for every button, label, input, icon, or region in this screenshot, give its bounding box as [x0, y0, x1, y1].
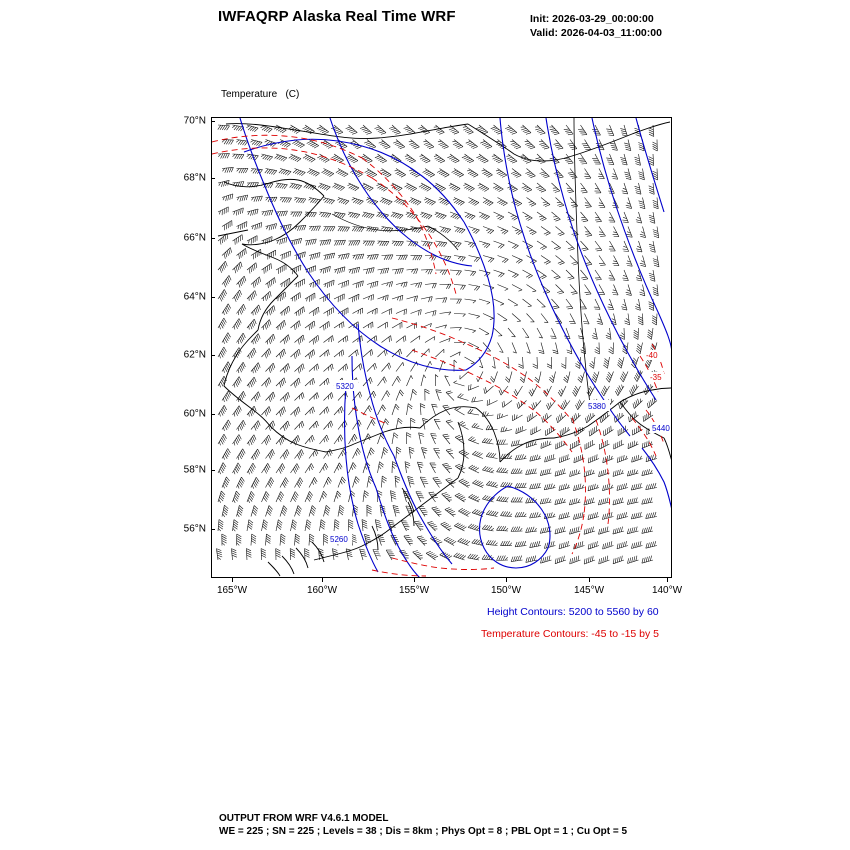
x-tick-160W: 160°W: [306, 585, 338, 596]
x-tickmark: [589, 578, 590, 582]
valid-time: Valid: 2026-04-03_11:00:00: [530, 27, 662, 39]
model-output-footer: [219, 812, 627, 838]
y-tick-64N: 64°N: [183, 291, 206, 303]
y-tickmark: [211, 414, 215, 415]
contour-label-5260: 5260: [330, 535, 348, 544]
y-tick-58N: 58°N: [183, 464, 206, 476]
y-tickmark: [211, 121, 215, 122]
y-tick-68N: 68°N: [183, 172, 206, 184]
x-tick-155W: 155°W: [398, 585, 430, 596]
height-contour-layer: [240, 118, 672, 578]
y-tick-62N: 62°N: [183, 349, 206, 361]
x-tick-140W: 140°W: [651, 585, 683, 596]
height-contour-legend: Height Contours: 5200 to 5560 by 60: [487, 606, 659, 618]
x-tick-150W: 150°W: [490, 585, 522, 596]
contour-label-minus35: -35: [650, 373, 662, 382]
map-contour-svg: [212, 118, 672, 578]
temperature-contour-legend: Temperature Contours: -45 to -15 by 5: [481, 628, 660, 640]
y-tick-60N: 60°N: [183, 408, 206, 420]
contour-labels: [328, 350, 672, 544]
y-tickmark: [211, 355, 215, 356]
y-tick-66N: 66°N: [183, 232, 206, 244]
map-plot-area: [211, 117, 672, 578]
contour-label-minus40: -40: [646, 351, 658, 360]
x-tickmark: [667, 578, 668, 582]
units-temperature: Temperature (C): [221, 89, 300, 100]
y-tickmark: [211, 470, 215, 471]
x-tickmark: [322, 578, 323, 582]
x-tick-145W: 145°W: [573, 585, 605, 596]
y-tick-56N: 56°N: [183, 523, 206, 535]
x-tick-165W: 165°W: [216, 585, 248, 596]
y-tickmark: [211, 178, 215, 179]
contour-label-5320: 5320: [336, 382, 354, 391]
y-tick-70N: 70°N: [183, 115, 206, 127]
wind-barb-field: [216, 125, 659, 564]
x-tickmark: [506, 578, 507, 582]
x-tickmark: [414, 578, 415, 582]
y-tickmark: [211, 529, 215, 530]
footer-config-line: WE = 225 ; SN = 225 ; Levels = 38 ; Dis = 8km ; Phys Opt = 8 ; PBL Opt = 1 ; Cu Opt = 5: [219, 826, 628, 837]
contour-label-5380: 5380: [588, 402, 606, 411]
init-time: Init: 2026-03-29_00:00:00: [530, 13, 654, 25]
y-tickmark: [211, 297, 215, 298]
x-axis: [211, 578, 683, 608]
contour-label-5440: 5440: [652, 424, 670, 433]
page-title: IWFAQRP Alaska Real Time WRF: [218, 8, 456, 25]
init-valid-block: [530, 12, 662, 40]
x-tickmark: [232, 578, 233, 582]
y-tickmark: [211, 238, 215, 239]
footer-model-line: OUTPUT FROM WRF V4.6.1 MODEL: [219, 813, 389, 824]
